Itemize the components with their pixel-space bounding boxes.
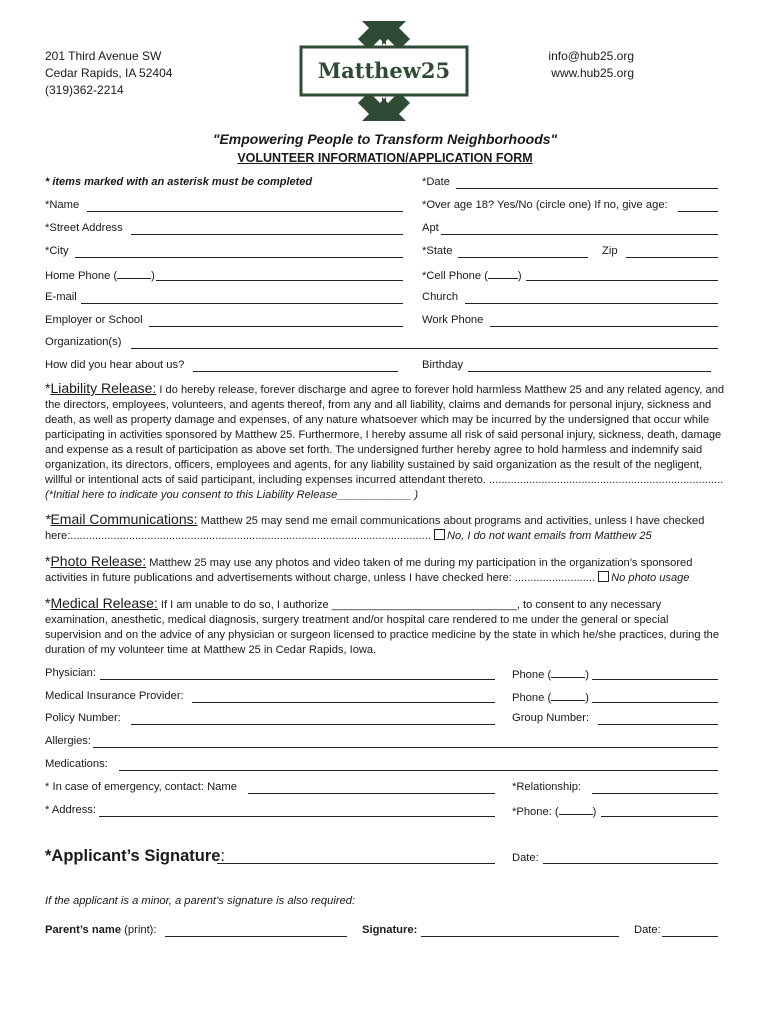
org-email: info@hub25.org xyxy=(548,49,634,63)
state-label: *State xyxy=(422,245,453,257)
name-label: *Name xyxy=(45,199,80,211)
cell-phone-area[interactable] xyxy=(488,268,518,279)
email-optout-checkbox[interactable] xyxy=(434,529,445,540)
birthday-field[interactable] xyxy=(468,371,711,372)
allergies-label: Allergies: xyxy=(45,735,92,747)
liability-initial-field[interactable]: ____________ ) xyxy=(337,489,419,501)
insurance-phone-area[interactable] xyxy=(551,690,585,701)
state-field[interactable] xyxy=(458,257,588,258)
physician-phone-label: Phone ( ) xyxy=(512,669,589,681)
home-phone-area[interactable] xyxy=(117,268,151,279)
parent-date-label: Date: xyxy=(634,924,661,936)
physician-phone-field[interactable] xyxy=(592,679,718,680)
relationship-field[interactable] xyxy=(592,793,718,794)
org-contact xyxy=(543,48,634,82)
parent-name-field[interactable] xyxy=(165,936,347,937)
organizations-field[interactable] xyxy=(131,348,718,349)
email-comm-body: Matthew 25 may send me email communications about programs and activities, unless I have checked here:..................................................................................................................... xyxy=(45,515,705,542)
cell-phone-field[interactable] xyxy=(526,280,718,281)
required-note: * items marked with an asterisk must be completed xyxy=(45,176,313,188)
matthew25-logo xyxy=(298,18,470,124)
photo-optout-checkbox[interactable] xyxy=(598,571,609,582)
emergency-contact-label: * In case of emergency, contact: Name xyxy=(45,781,237,793)
liability-heading: *Liability Release: xyxy=(45,380,157,396)
email-optout-label: No, I do not want emails from Matthew 25 xyxy=(447,530,652,542)
photo-optout-label: No photo usage xyxy=(611,572,690,584)
physician-phone-area[interactable] xyxy=(551,667,585,678)
cell-phone-label: *Cell Phone ( ) xyxy=(422,270,522,282)
birthday-label: Birthday xyxy=(422,359,464,371)
address-line2: Cedar Rapids, IA 52404 xyxy=(45,66,173,80)
policy-field[interactable] xyxy=(131,724,495,725)
parent-signature-label: Signature: xyxy=(362,924,418,936)
photo-release xyxy=(45,554,725,586)
emergency-contact-field[interactable] xyxy=(248,793,495,794)
medical-authorize: If I am unable to do so, I authorize ______________________________, xyxy=(157,599,520,611)
emergency-address-field[interactable] xyxy=(99,816,495,817)
physician-label: Physician: xyxy=(45,667,96,679)
liability-release xyxy=(45,381,725,503)
city-label: *City xyxy=(45,245,69,257)
emergency-address-label: * Address: xyxy=(45,804,96,816)
org-website: www.hub25.org xyxy=(551,66,634,80)
allergies-field[interactable] xyxy=(93,747,718,748)
physician-field[interactable] xyxy=(100,679,495,680)
medical-release xyxy=(45,596,725,658)
form-title: VOLUNTEER INFORMATION/APPLICATION FORM xyxy=(237,151,533,165)
medications-field[interactable] xyxy=(119,770,718,771)
org-phone: (319)362-2214 xyxy=(45,83,124,97)
employer-field[interactable] xyxy=(149,326,403,327)
date-field[interactable] xyxy=(456,188,718,189)
street-field[interactable] xyxy=(131,234,403,235)
parent-date-field[interactable] xyxy=(662,936,718,937)
work-phone-label: Work Phone xyxy=(422,314,484,326)
parent-signature-field[interactable] xyxy=(421,936,619,937)
group-label: Group Number: xyxy=(512,712,590,724)
relationship-label: *Relationship: xyxy=(512,781,582,793)
tagline: "Empowering People to Transform Neighborhoods" xyxy=(212,131,558,147)
emergency-phone-label: *Phone: ( ) xyxy=(512,806,597,818)
insurance-phone-label: Phone ( ) xyxy=(512,692,589,704)
medical-body: to consent to any necessary examination, anesthetic, medical diagnosis, surgery treatment and/or hospital care rendered to me under the general or special supervision and on the advice of any physician or surgeon licensed to practice medicine by the state in which he/she practices, during the duration of my volunteer time at Matthew 25 in Cedar Rapids, Iowa. xyxy=(45,599,720,656)
email-communications xyxy=(45,512,725,544)
liability-initial-note: (*Initial here to indicate you consent to this Liability Release xyxy=(45,489,338,501)
liability-body: I do hereby release, forever discharge and agree to forever hold harmless Matthew 25 and any related agency, and the directors, employees, volunteers, and agents thereof, from any and all liability, claims and demands for personal injury, sickness and death, as well as property damage and expenses, of any nature whatsoever which may be incurred by the undersigned that occur while participating in activities sponsored by Matthew 25. Furthermore, I hereby assume all risk of said personal injury, sickness, death, damage and expense as a result of participation as above set forth. The undersigned further hereby agree to hold harmless and indemnify said organization, its directors, officers, employees and agents, for any liability sustained by said organization as the result of the negligent, willful or intentional acts of said participant, including expenses incurred attendant thereto. ............................................................................ xyxy=(45,384,725,486)
apt-label: Apt xyxy=(422,222,439,234)
over18-label: *Over age 18? Yes/No (circle one) If no, give age: xyxy=(422,199,668,211)
emergency-phone-field[interactable] xyxy=(601,816,718,817)
signature-date-field[interactable] xyxy=(543,863,718,864)
email-field[interactable] xyxy=(81,303,403,304)
photo-body: Matthew 25 may use any photos and video taken of me during my participation in the organization’s sponsored activities in future publications and advertisements without charge, unless I have checked here: .......................... xyxy=(45,557,693,584)
organizations-label: Organization(s) xyxy=(45,336,122,348)
parent-name-label: Parent’s name (print): xyxy=(45,924,157,936)
insurance-label: Medical Insurance Provider: xyxy=(45,690,184,702)
email-comm-heading: *Email Communications: xyxy=(45,511,198,527)
photo-heading: *Photo Release: xyxy=(45,553,147,569)
age-field[interactable] xyxy=(678,211,718,212)
employer-label: Employer or School xyxy=(45,314,143,326)
home-phone-field[interactable] xyxy=(156,280,403,281)
street-label: *Street Address xyxy=(45,222,123,234)
signature-date-label: Date: xyxy=(512,852,539,864)
email-label: E-mail xyxy=(45,291,77,303)
city-field[interactable] xyxy=(75,257,403,258)
medical-heading: *Medical Release: xyxy=(45,595,158,611)
insurance-phone-field[interactable] xyxy=(592,702,718,703)
minor-note: If the applicant is a minor, a parent’s signature is also required: xyxy=(45,895,356,907)
how-heard-field[interactable] xyxy=(193,371,398,372)
name-field[interactable] xyxy=(87,211,403,212)
church-field[interactable] xyxy=(465,303,718,304)
home-phone-label: Home Phone ( ) xyxy=(45,270,155,282)
zip-field[interactable] xyxy=(626,257,718,258)
applicant-signature-field[interactable] xyxy=(217,863,495,864)
org-address xyxy=(45,48,172,99)
apt-field[interactable] xyxy=(441,234,718,235)
emergency-phone-area[interactable] xyxy=(559,804,593,815)
church-label: Church xyxy=(422,291,459,303)
date-label: *Date xyxy=(422,176,450,188)
work-phone-field[interactable] xyxy=(490,326,718,327)
medications-label: Medications: xyxy=(45,758,108,770)
policy-label: Policy Number: xyxy=(45,712,121,724)
logo-text: Matthew25 xyxy=(317,58,451,83)
zip-label: Zip xyxy=(602,245,618,257)
how-heard-label: How did you hear about us? xyxy=(45,359,185,371)
address-line1: 201 Third Avenue SW xyxy=(45,49,162,63)
insurance-field[interactable] xyxy=(192,702,495,703)
applicant-signature-label: *Applicant’s Signature: xyxy=(45,847,226,865)
group-field[interactable] xyxy=(598,724,718,725)
